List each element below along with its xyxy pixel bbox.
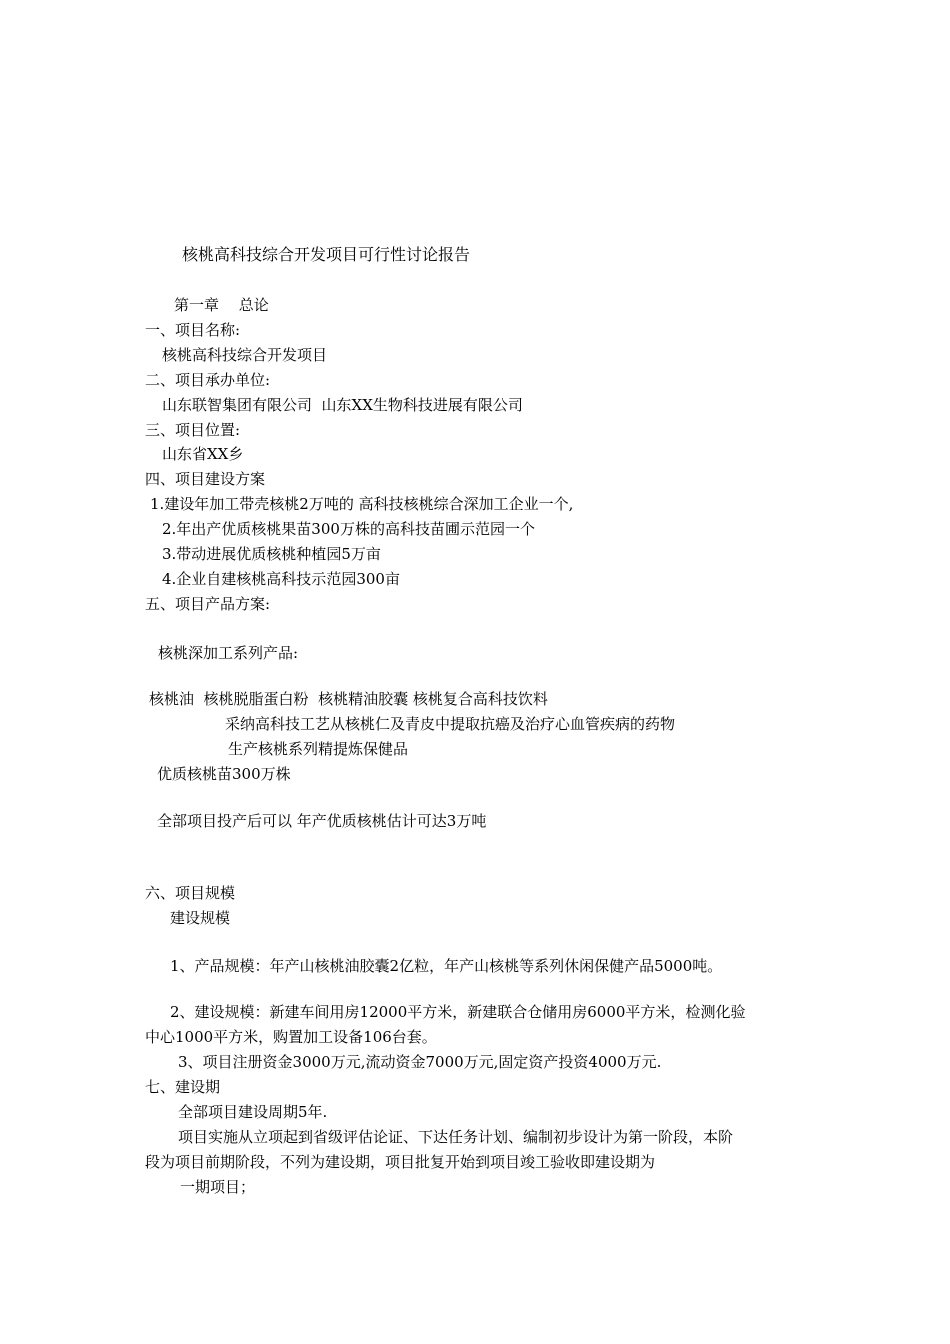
paragraph-line: 核桃高科技综合开发项目 bbox=[162, 346, 328, 364]
paragraph-line: 全部项目建设周期5年. bbox=[178, 1103, 328, 1121]
chapter-heading: 第一章 总论 bbox=[174, 296, 269, 314]
section-heading: 四、项目建设方案 bbox=[145, 470, 266, 488]
paragraph-line: 生产核桃系列精提炼保健品 bbox=[228, 740, 409, 758]
section-heading: 五、项目产品方案: bbox=[145, 595, 271, 613]
paragraph-line: 2、建设规模：新建车间用房12000平方米，新建联合仓储用房6000平方米，检测化验 bbox=[170, 1003, 746, 1021]
paragraph-line: 核桃深加工系列产品: bbox=[158, 644, 299, 662]
list-item: 4.企业自建核桃高科技示范园300亩 bbox=[162, 570, 400, 588]
paragraph-line: 核桃油 核桃脱脂蛋白粉 核桃精油胶囊 核桃复合高科技饮料 bbox=[149, 690, 548, 708]
paragraph-line: 采纳高科技工艺从核桃仁及青皮中提取抗癌及治疗心血管疾病的药物 bbox=[225, 715, 676, 733]
document-title: 核桃高科技综合开发项目可行性讨论报告 bbox=[182, 245, 471, 264]
list-item: 1.建设年加工带壳核桃2万吨的 高科技核桃综合深加工企业一个, bbox=[150, 495, 574, 513]
paragraph-line: 3、项目注册资金3000万元,流动资金7000万元,固定资产投资4000万元. bbox=[178, 1053, 662, 1071]
paragraph-line: 全部项目投产后可以 年产优质核桃估计可达3万吨 bbox=[157, 812, 487, 830]
section-heading: 二、项目承办单位: bbox=[145, 371, 271, 389]
paragraph-line: 一期项目； bbox=[180, 1178, 256, 1196]
sub-heading: 建设规模 bbox=[170, 909, 231, 927]
paragraph-line: 山东联智集团有限公司 山东XX生物科技进展有限公司 bbox=[162, 396, 523, 414]
paragraph-line: 段为项目前期阶段，不列为建设期，项目批复开始到项目竣工验收即建设期为 bbox=[145, 1153, 656, 1171]
list-item: 2.年出产优质核桃果苗300万株的高科技苗圃示范园一个 bbox=[162, 520, 535, 538]
section-heading: 三、项目位置: bbox=[145, 421, 241, 439]
section-heading: 六、项目规模 bbox=[145, 884, 236, 902]
paragraph-line: 山东省XX乡 bbox=[162, 445, 244, 463]
section-heading: 七、建设期 bbox=[145, 1078, 221, 1096]
paragraph-line: 中心1000平方米，购置加工设备106台套。 bbox=[145, 1028, 437, 1046]
section-heading: 一、项目名称: bbox=[145, 321, 241, 339]
list-item: 3.带动进展优质核桃种植园5万亩 bbox=[162, 545, 381, 563]
paragraph-line: 1、产品规模：年产山核桃油胶囊2亿粒，年产山核桃等系列休闲保健产品5000吨。 bbox=[170, 957, 723, 975]
paragraph-line: 优质核桃苗300万株 bbox=[157, 765, 291, 783]
paragraph-line: 项目实施从立项起到省级评估论证、下达任务计划、编制初步设计为第一阶段，本阶 bbox=[178, 1128, 734, 1146]
